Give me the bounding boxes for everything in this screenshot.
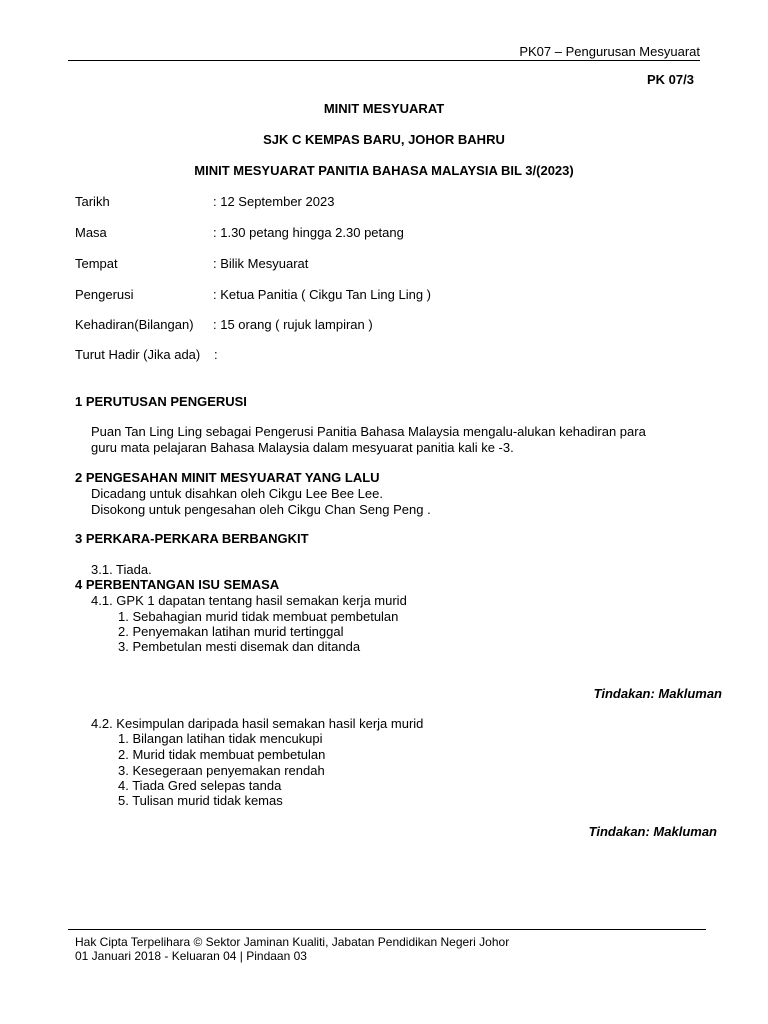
section-2-text-line: Disokong untuk pengesahan oleh Cikgu Chan Seng Peng . [91,502,431,517]
version-line: 01 Januari 2018 - Keluaran 04 | Pindaan 03 [75,949,307,963]
detail-value: : Bilik Mesyuarat [213,256,309,271]
section-heading-1: 1 PERUTUSAN PENGERUSI [75,394,247,409]
detail-value: : [214,347,218,362]
detail-value: : 12 September 2023 [213,194,335,209]
section-1-text-line: guru mata pelajaran Bahasa Malaysia dalam mesyuarat panitia kali ke -3. [91,440,514,455]
list-item: 1. Sebahagian murid tidak membuat pembetulan [118,609,399,624]
section-2-text-line: Dicadang untuk disahkan oleh Cikgu Lee Bee Lee. [91,486,383,501]
footer-rule [68,929,706,930]
detail-label: Turut Hadir (Jika ada) [75,347,201,362]
detail-value: : 15 orang ( rujuk lampiran ) [213,317,373,332]
list-item: 2. Murid tidak membuat pembetulan [118,747,326,762]
header-rule [68,60,700,61]
school-name: SJK C KEMPAS BARU, JOHOR BAHRU [263,132,505,147]
document-title: MINIT MESYUARAT [323,101,445,116]
section-heading-4: 4 PERBENTANGAN ISU SEMASA [75,577,280,592]
form-code: PK 07/3 [647,72,694,87]
list-item: 2. Penyemakan latihan murid tertinggal [118,624,344,639]
action-note: Tindakan: Makluman [588,824,717,839]
detail-label: Pengerusi [75,287,134,302]
detail-value: : Ketua Panitia ( Cikgu Tan Ling Ling ) [213,287,432,302]
detail-label: Kehadiran(Bilangan) [75,317,194,332]
section-heading-3: 3 PERKARA-PERKARA BERBANGKIT [75,531,309,546]
subsection-title-4-1: 4.1. GPK 1 dapatan tentang hasil semakan kerja murid [91,593,407,608]
detail-value: : 1.30 petang hingga 2.30 petang [213,225,404,240]
list-item: 5. Tulisan murid tidak kemas [118,793,283,808]
detail-label: Masa [75,225,107,240]
section-3-item: 3.1. Tiada. [91,562,152,577]
list-item: 4. Tiada Gred selepas tanda [118,778,282,793]
list-item: 3. Kesegeraan penyemakan rendah [118,763,325,778]
subsection-title-4-2: 4.2. Kesimpulan daripada hasil semakan hasil kerja murid [91,716,424,731]
section-1-text-line: Puan Tan Ling Ling sebagai Pengerusi Panitia Bahasa Malaysia mengalu-alukan kehadiran para [91,424,646,439]
document-reference: PK07 – Pengurusan Mesyuarat [519,44,700,59]
list-item: 3. Pembetulan mesti disemak dan ditanda [118,639,361,654]
action-note: Tindakan: Makluman [593,686,722,701]
list-item: 1. Bilangan latihan tidak mencukupi [118,731,323,746]
copyright-line: Hak Cipta Terpelihara © Sektor Jaminan Kualiti, Jabatan Pendidikan Negeri Johor [75,935,510,949]
detail-label: Tempat [75,256,118,271]
detail-label: Tarikh [75,194,110,209]
section-heading-2: 2 PENGESAHAN MINIT MESYUARAT YANG LALU [75,470,380,485]
meeting-title: MINIT MESYUARAT PANITIA BAHASA MALAYSIA BIL 3/(2023) [194,163,574,178]
